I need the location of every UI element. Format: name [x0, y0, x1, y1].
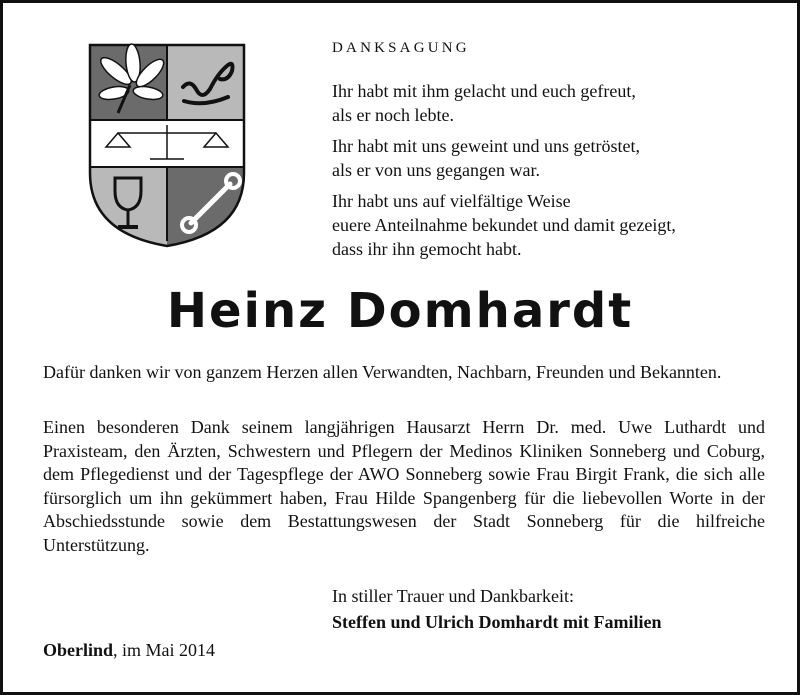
poem-line: dass ihr ihn gemocht habt.: [332, 239, 522, 259]
special-thanks-paragraph: Einen besonderen Dank seinem langjährigen Hausarzt Herrn Dr. med. Uwe Luthardt und Praxisteam, den Ärzten, Schwestern und Pflegern der Medinos Kliniken Sonneberg und Coburg, dem Pflegedienst und der Tagespflege der AWO Sonneberg sowie Frau Birgit Frank, die sich alle fürsorglich um ihn gekümmert haben, Frau Hilde Spangenberg für die liebevollen Worte in der Abschiedsstunde sowie dem Bestattungswesen der Stadt Sonneberg für die hilfreiche Unterstützung.: [43, 417, 765, 555]
poem-line: Ihr habt mit uns geweint und uns getröstet,: [332, 136, 640, 156]
place: Oberlind: [43, 640, 114, 660]
poem-line: Ihr habt mit ihm gelacht und euch gefreut,: [332, 81, 636, 101]
coat-of-arms: [88, 43, 246, 248]
place-date: [43, 640, 215, 661]
poem-stanza: [332, 79, 772, 127]
deceased-name: Heinz Domhardt: [166, 283, 634, 339]
thanks-paragraph: Dafür danken wir von ganzem Herzen allen Verwandten, Nachbarn, Freunden und Bekannten.: [43, 362, 722, 382]
poem: [332, 79, 772, 268]
poem-line: als er von uns gegangen war.: [332, 160, 540, 180]
poem-line: als er noch lebte.: [332, 105, 454, 125]
poem-line: Ihr habt uns auf vielfältige Weise: [332, 191, 571, 211]
signers: Steffen und Ulrich Domhardt mit Familien: [332, 612, 662, 632]
poem-stanza: [332, 134, 772, 182]
poem-line: euere Anteilnahme bekundet und damit gezeigt,: [332, 215, 676, 235]
poem-stanza: [332, 189, 772, 261]
crest-quarter-top-right: [167, 43, 246, 120]
date: , im Mai 2014: [113, 640, 216, 660]
heading: DANKSAGUNG: [332, 40, 470, 56]
closing-line: In stiller Trauer und Dankbarkeit:: [332, 586, 574, 606]
